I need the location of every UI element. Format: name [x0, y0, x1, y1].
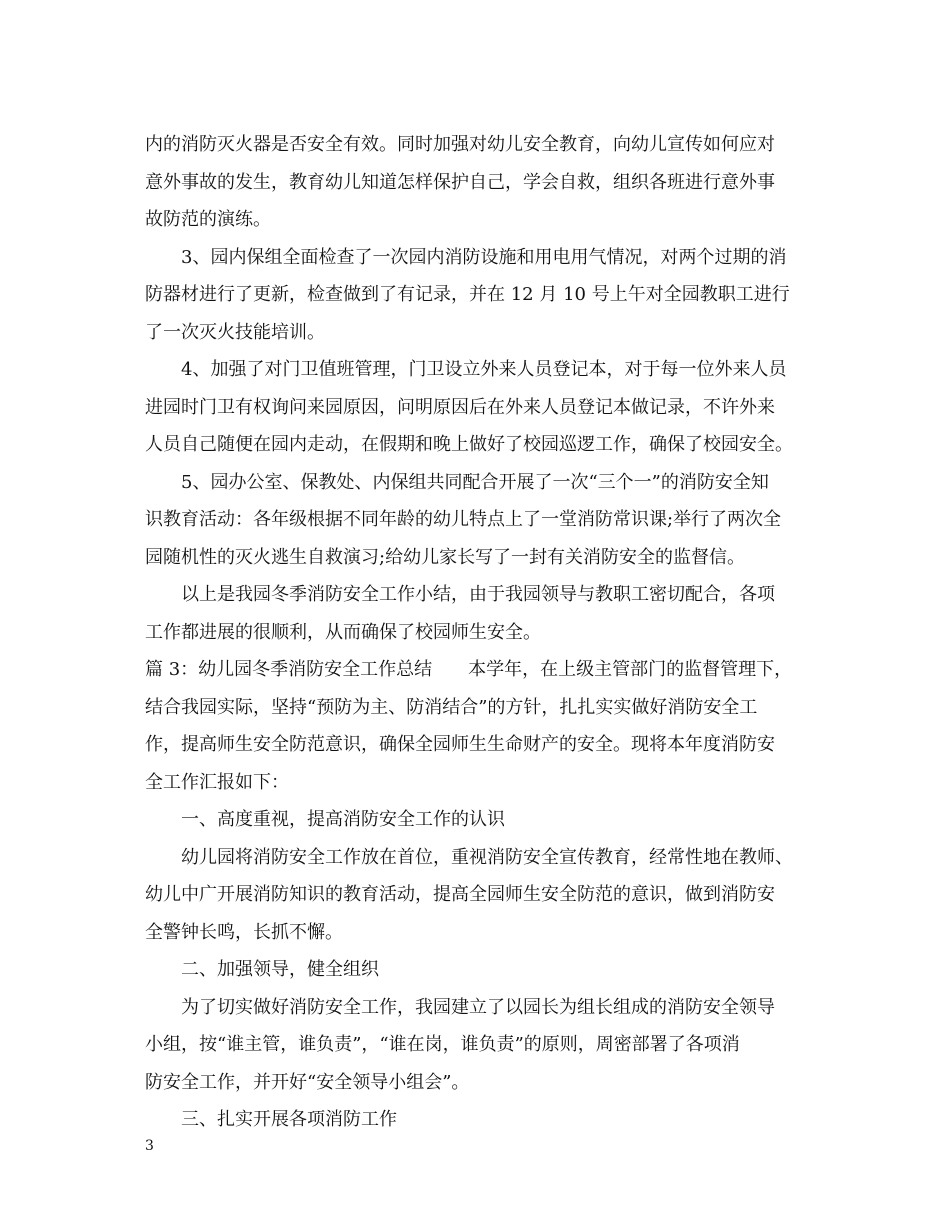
text-line: 全警钟长鸣，长抓不懈。: [145, 921, 343, 943]
text-line: 人员自己随便在园内走动，在假期和晚上做好了校园巡逻工作，确保了校园安全。: [145, 434, 793, 455]
text-line: 小组，按“谁主管，谁负责”，“谁在岗，谁负责”的原则，周密部署了各项消: [145, 1034, 740, 1055]
paragraph-start-line: 3、园内保组全面检查了一次园内消防设施和用电用气情况，对两个过期的消: [181, 246, 787, 268]
text-line: 结合我园实际，坚持“预防为主、防消结合”的方针，扎扎实实做好消防安全工: [145, 696, 758, 718]
text-line: 故防范的演练。: [145, 209, 271, 230]
text-line: 了一次灭火技能培训。: [145, 321, 325, 343]
text-line: 防器材进行了更新，检查做到了有记录，并在 12 月 10 号上午对全园教职工进行: [145, 284, 790, 305]
text-line: 进园时门卫有权询问来园原因，问明原因后在外来人员登记本做记录，不许外来: [145, 396, 775, 418]
text-line: 作，提高师生安全防范意识，确保全园师生生命财产的安全。现将本年度消防安: [145, 734, 775, 755]
text-line: 意外事故的发生，教育幼儿知道怎样保护自己，学会自救，组织各班进行意外事: [145, 171, 775, 193]
document-body: [145, 126, 810, 1139]
text-line: 幼儿中广开展消防知识的教育活动，提高全园师生安全防范的意识，做到消防安: [145, 884, 775, 905]
text-line: 全工作汇报如下：: [145, 771, 289, 793]
paragraph-start-line: 为了切实做好消防安全工作，我园建立了以园长为组长组成的消防安全领导: [181, 996, 775, 1018]
text-line: 识教育活动：各年级根据不同年龄的幼儿特点上了一堂消防常识课;举行了两次全: [145, 509, 782, 530]
text-line: 防安全工作，并开好“安全领导小组会”。: [145, 1071, 470, 1093]
text-line: 内的消防灭火器是否安全有效。同时加强对幼儿安全教育，向幼儿宣传如何应对: [145, 134, 775, 155]
text-line: 工作都进展的很顺利，从而确保了校园师生安全。: [145, 621, 541, 643]
text-line: 园随机性的灭火逃生自救演习;给幼儿家长写了一封有关消防安全的监督信。: [145, 546, 746, 568]
subheading-line: 一、高度重视，提高消防安全工作的认识: [181, 809, 505, 830]
paragraph-start-line: 以上是我园冬季消防安全工作小结，由于我园领导与教职工密切配合，各项: [181, 584, 775, 605]
paragraph-start-line: 5、园办公室、保教处、内保组共同配合开展了一次“三个一”的消防安全知: [181, 471, 769, 493]
page-number: 3: [145, 1138, 154, 1154]
paragraph-start-line: 4、加强了对门卫值班管理，门卫设立外来人员登记本，对于每一位外来人员: [181, 359, 787, 380]
subheading-line: 二、加强领导，健全组织: [181, 959, 379, 980]
paragraph-start-line: 幼儿园将消防安全工作放在首位，重视消防安全宣传教育，经常性地在教师、: [181, 846, 793, 868]
subheading-line: 三、扎实开展各项消防工作: [181, 1109, 397, 1130]
section-heading-line: 篇 3：幼儿园冬季消防安全工作总结 本学年，在上级主管部门的监督管理下，: [145, 659, 793, 680]
